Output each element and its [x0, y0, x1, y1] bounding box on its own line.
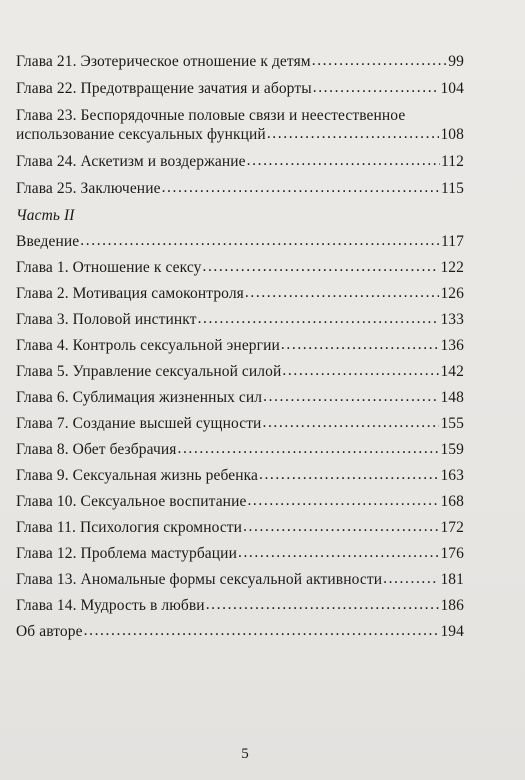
toc-entry-title: Глава 10. Сексуальное воспитание — [16, 493, 247, 510]
toc-entry-row — [16, 152, 464, 171]
toc-entry — [16, 232, 464, 251]
toc-entry-row — [16, 518, 464, 537]
toc-entry-row — [16, 232, 464, 251]
toc-entry-row — [16, 466, 464, 485]
toc-entry — [16, 106, 464, 144]
toc-entry — [16, 570, 464, 589]
toc-entry — [16, 440, 464, 459]
toc-entry — [16, 206, 464, 225]
dot-leader — [202, 257, 439, 276]
toc-entry — [16, 466, 464, 485]
page-number: 5 — [241, 746, 249, 762]
toc-entry-row — [16, 622, 464, 641]
toc-entry-page: 104 — [440, 80, 464, 97]
dot-leader — [206, 595, 440, 614]
dot-leader — [247, 151, 440, 170]
toc-entry-page: 168 — [440, 493, 464, 510]
dot-leader — [282, 361, 439, 380]
toc-entry-row — [16, 206, 464, 225]
toc-entry-title: Об авторе — [16, 623, 83, 640]
dot-leader — [263, 387, 439, 406]
dot-leader — [247, 491, 439, 510]
toc-entry-row — [16, 362, 464, 381]
toc-entry-row — [16, 79, 464, 98]
toc-entry — [16, 258, 464, 277]
toc-entry-title: Глава 22. Предотвращение зачатия и аборты — [16, 80, 312, 97]
toc-entry — [16, 622, 464, 641]
toc-entry-title: Глава 6. Сублимация жизненных сил — [16, 389, 263, 406]
toc-entry — [16, 52, 464, 71]
toc-entry-title: Глава 21. Эзотерическое отношение к детям — [16, 53, 311, 70]
dot-leader — [383, 569, 439, 588]
toc-entry-title: Глава 2. Мотивация самоконтроля — [16, 285, 244, 302]
toc-entry-row — [16, 125, 464, 144]
dot-leader — [80, 231, 440, 250]
toc-entry — [16, 284, 464, 303]
toc-entry — [16, 79, 464, 98]
toc-entry-page: 136 — [440, 337, 464, 354]
toc-entry-title: Глава 14. Мудрость в любви — [16, 597, 205, 614]
toc-entry-page: 142 — [440, 363, 464, 380]
toc-entry-page: 115 — [441, 180, 464, 197]
toc-entry — [16, 310, 464, 329]
toc-entry-page: 112 — [441, 153, 464, 170]
toc-entry-row — [16, 544, 464, 563]
dot-leader — [245, 283, 440, 302]
toc-entry-title: Введение — [16, 233, 80, 250]
toc-entry — [16, 596, 464, 615]
toc-entry-title: Глава 13. Аномальные формы сексуальной активности — [16, 571, 383, 588]
toc-entry-row — [16, 310, 464, 329]
dot-leader — [84, 621, 440, 640]
toc-entry-row — [16, 179, 464, 198]
dot-leader — [281, 335, 440, 354]
toc-entry-page: 159 — [440, 441, 464, 458]
toc-entry-page: 186 — [440, 597, 464, 614]
toc-entry-page: 194 — [440, 623, 464, 640]
dot-leader — [267, 124, 440, 143]
toc-entry-title: использование сексуальных функций — [16, 126, 266, 143]
toc-entry-title: Глава 7. Создание высшей сущности — [16, 415, 262, 432]
dot-leader — [243, 517, 439, 536]
toc-entry-page: 108 — [440, 126, 464, 143]
toc-entry — [16, 336, 464, 355]
toc-entry-row — [16, 440, 464, 459]
toc-entry-row — [16, 596, 464, 615]
toc-entry-page: 126 — [440, 285, 464, 302]
toc-entry — [16, 388, 464, 407]
dot-leader — [238, 543, 439, 562]
dot-leader — [313, 78, 440, 97]
toc-entry-row — [16, 492, 464, 511]
toc-entry-title: Глава 3. Половой инстинкт — [16, 311, 197, 328]
toc-entry-title: Глава 11. Психология скромности — [16, 519, 243, 536]
toc-entry-page: 133 — [440, 311, 464, 328]
toc-entry-page: 148 — [440, 389, 464, 406]
toc-entry-title: Глава 5. Управление сексуальной силой — [16, 363, 282, 380]
toc-entry-row — [16, 570, 464, 589]
toc-entry — [16, 414, 464, 433]
toc-entry-page: 155 — [440, 415, 464, 432]
toc-entry-title: Глава 4. Контроль сексуальной энергии — [16, 337, 280, 354]
toc-entry-title-line: Глава 23. Беспорядочные половые связи и неестественное — [16, 107, 406, 124]
toc-entry-row — [16, 52, 464, 71]
toc-entry — [16, 362, 464, 381]
toc-entry-page: 122 — [440, 259, 464, 276]
toc-entry-page: 181 — [440, 571, 464, 588]
toc-entry-title: Глава 1. Отношение к сексу — [16, 259, 202, 276]
toc-entry-row — [16, 414, 464, 433]
dot-leader — [262, 413, 439, 432]
toc-entry-title: Глава 12. Проблема мастурбации — [16, 545, 237, 562]
toc-entry — [16, 152, 464, 171]
dot-leader — [312, 51, 448, 70]
toc-entry-page: 163 — [440, 467, 464, 484]
toc-entry — [16, 518, 464, 537]
toc-entry-title: Глава 9. Сексуальная жизнь ребенка — [16, 467, 258, 484]
toc-entry — [16, 179, 464, 198]
toc-entry-title: Глава 8. Обет безбрачия — [16, 441, 177, 458]
dot-leader — [198, 309, 440, 328]
toc-entry — [16, 492, 464, 511]
dot-leader — [259, 465, 439, 484]
dot-leader — [162, 178, 440, 197]
toc-entry-page: 117 — [441, 233, 464, 250]
toc-entry-row — [16, 336, 464, 355]
toc-entry-page: 172 — [440, 519, 464, 536]
part-heading: Часть II — [16, 207, 75, 224]
toc-entry-row — [16, 284, 464, 303]
toc-entry-title: Глава 24. Аскетизм и воздержание — [16, 153, 246, 170]
dot-leader — [177, 439, 439, 458]
table-of-contents — [16, 52, 464, 641]
toc-entry-title: Глава 25. Заключение — [16, 180, 161, 197]
toc-entry-row — [16, 388, 464, 407]
toc-entry-page: 99 — [448, 53, 464, 70]
toc-entry-page: 176 — [440, 545, 464, 562]
toc-entry — [16, 544, 464, 563]
toc-entry-row — [16, 258, 464, 277]
